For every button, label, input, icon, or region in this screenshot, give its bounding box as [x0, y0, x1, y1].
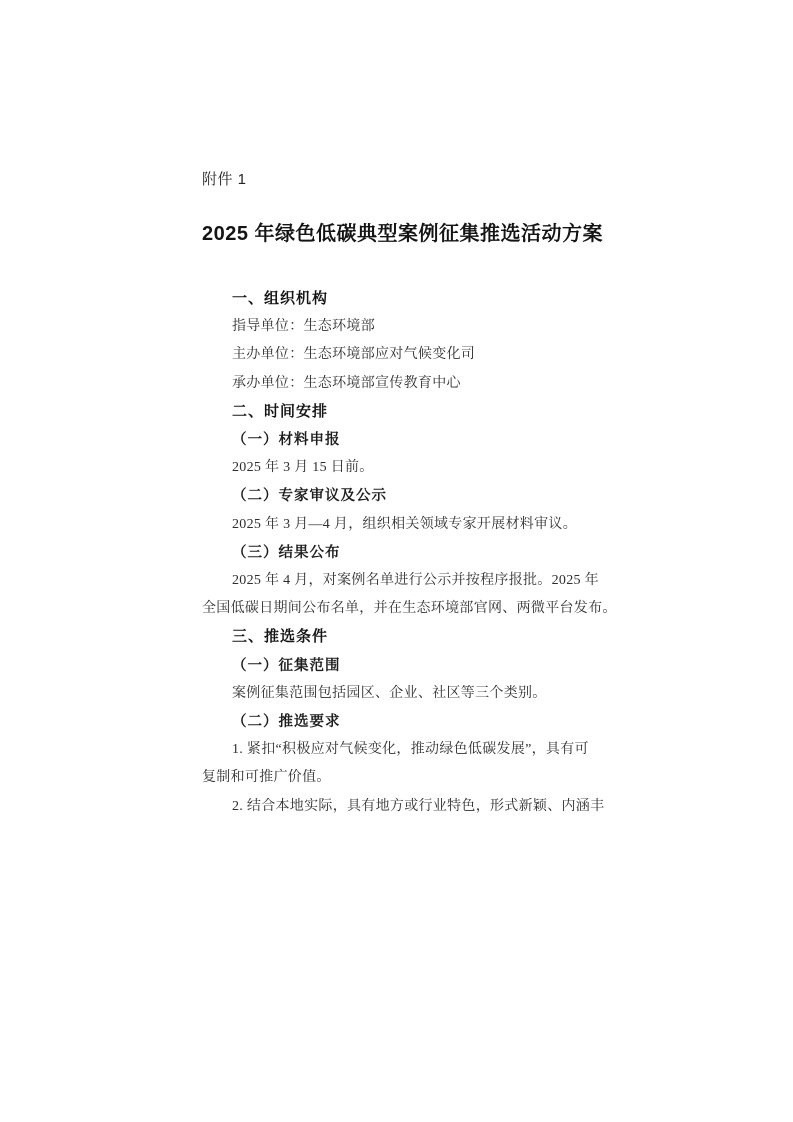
subsection-heading-3-1: （一）征集范围	[232, 657, 341, 674]
subsection-heading-2-2: （二）专家审议及公示	[232, 488, 387, 505]
section-heading-3: 三、推选条件	[232, 628, 329, 646]
section-heading-2: 二、时间安排	[232, 402, 329, 420]
subsection-heading-2-1: （一）材料申报	[232, 432, 341, 449]
document-body	[202, 285, 617, 821]
paragraph-line: 主办单位：生态环境部应对气候变化司	[232, 347, 476, 363]
subsection-heading-3-2: （二）推选要求	[232, 714, 341, 731]
paragraph-line: 案例征集范围包括园区、企业、社区等三个类别。	[232, 685, 547, 701]
document-content	[202, 170, 617, 821]
subsection-heading-2-3: （三）结果公布	[232, 544, 341, 561]
paragraph-line: 全国低碳日期间公布名单，并在生态环境部官网、两微平台发布。	[202, 601, 617, 617]
paragraph-line: 复制和可推广价值。	[202, 770, 331, 786]
attachment-label: 附件 1	[202, 171, 247, 188]
paragraph-line: 1. 紧扣“积极应对气候变化，推动绿色低碳发展”，具有可	[232, 742, 589, 758]
document-title: 2025 年绿色低碳典型案例征集推选活动方案	[202, 223, 604, 245]
section-heading-1: 一、组织机构	[232, 290, 329, 307]
paragraph-line: 2025 年 3 月—4 月，组织相关领域专家开展材料审议。	[232, 516, 577, 532]
paragraph-line: 2025 年 4 月，对案例名单进行公示并按程序报批。2025 年	[232, 573, 599, 589]
paragraph-line: 承办单位：生态环境部宣传教育中心	[232, 375, 461, 391]
paragraph-line: 指导单位：生态环境部	[232, 319, 375, 335]
paragraph-line: 2025 年 3 月 15 日前。	[232, 460, 374, 476]
paragraph-line: 2. 结合本地实际，具有地方或行业特色，形式新颖、内涵丰	[232, 798, 605, 814]
